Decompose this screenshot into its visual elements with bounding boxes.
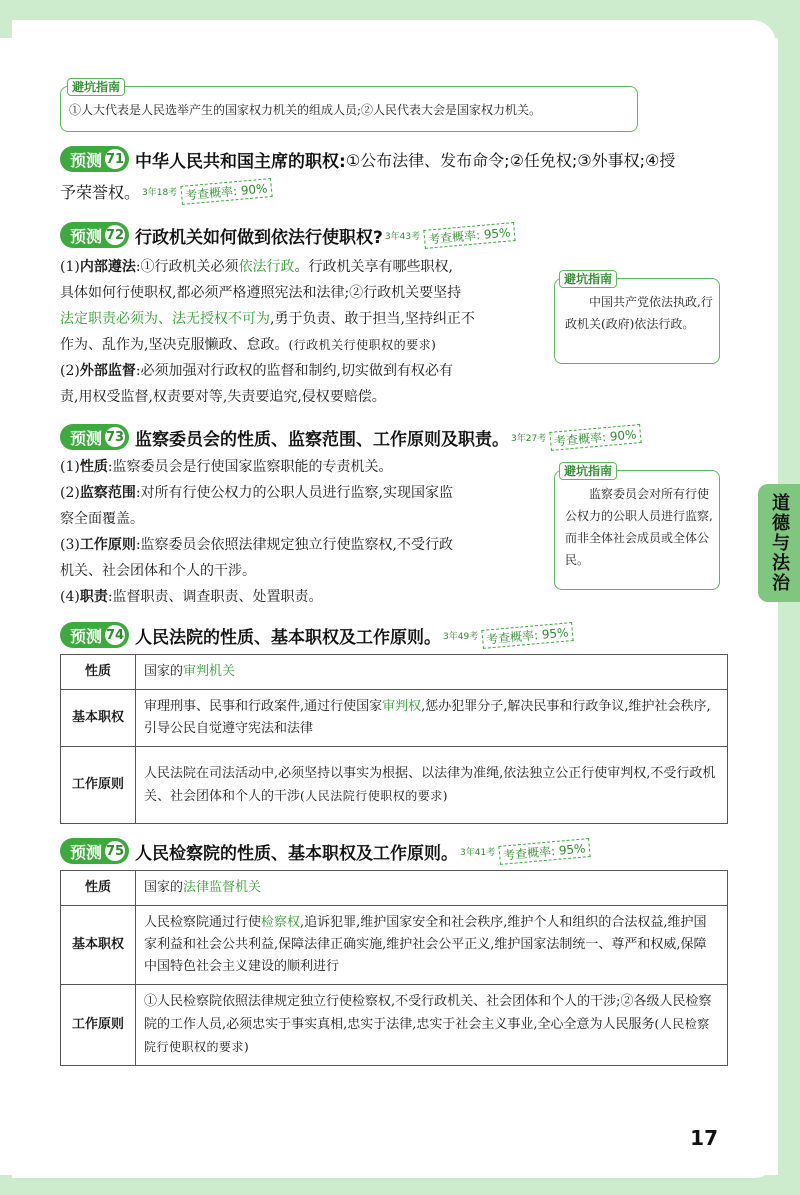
q71-badge: 预测 71: [60, 146, 129, 172]
table-row: [61, 871, 728, 906]
q72-heading: [60, 222, 515, 248]
q74-table: [60, 654, 728, 824]
q74-heading: [60, 622, 573, 648]
q72-badge: 预测 72: [60, 222, 129, 248]
page-number: 17: [690, 1126, 718, 1150]
q73-badge: 预测 73: [60, 424, 129, 450]
table-cell: 人民检察院通过行使检察权,追诉犯罪,维护国家安全和社会秩序,维护个人和组织的合法权益,维护国家利益和社会公共利益,保障法律正确实施,维护社会公平正义,维护国家法制统一、尊严和权威,保障中国特色社会主义建设的顺利进行: [136, 906, 728, 985]
q74-number: 74: [105, 625, 125, 645]
table-cell: 审理刑事、民事和行政案件,通过行使国家审判权,惩办犯罪分子,解决民事和行政争议,维护社会秩序,引导公民自觉遵守宪法和法律: [136, 690, 728, 747]
q74-title: 人民法院的性质、基本职权及工作原则。: [135, 627, 442, 648]
q74-probability: 考查概率: 95%: [482, 622, 574, 649]
q73-heading: [60, 424, 641, 450]
table-row-header: 工作原则: [61, 985, 136, 1066]
q71-years: 3年18考: [142, 188, 178, 198]
q75-badge: 预测 75: [60, 838, 129, 864]
q72-probability: 考查概率: 95%: [423, 222, 515, 249]
table-row: [61, 747, 728, 824]
table-cell: 国家的法律监督机关: [136, 871, 728, 906]
table-cell: 人民法院在司法活动中,必须坚持以事实为根据、以法律为准绳,依法独立公正行使审判权,不受行政机关、社会团体和个人的干涉(人民法院行使职权的要求): [136, 747, 728, 824]
subject-side-tab[interactable]: 道德与法治: [758, 484, 800, 602]
page-frame-bottom: [0, 1175, 800, 1195]
table-row: [61, 655, 728, 690]
table-row-header: 性质: [61, 871, 136, 906]
q71-line2: 予荣誉权。 3年18考 考查概率: 90%: [60, 180, 272, 203]
table-row: [61, 690, 728, 747]
q72-years: 3年43考: [384, 231, 421, 242]
q73-years: 3年27考: [511, 433, 547, 444]
q72-pitfall-text: 中国共产党依法执政,行政机关(政府)依法行政。: [565, 295, 713, 331]
table-row-header: 工作原则: [61, 747, 136, 824]
q72-pitfall-box: [554, 272, 720, 364]
q74-years: 3年49考: [443, 631, 479, 642]
pitfall-label: 避坑指南: [67, 78, 125, 96]
top-pitfall-text: ①人大代表是人民选举产生的国家权力机关的组成人员;②人民代表大会是国家权力机关。: [69, 103, 542, 117]
q71-tail: ①公布法律、发布命令;②任免权;③外事权;④授: [345, 150, 676, 170]
q75-number: 75: [105, 841, 125, 861]
table-cell: 国家的审判机关: [136, 655, 728, 690]
q75-title: 人民检察院的性质、基本职权及工作原则。: [135, 843, 459, 864]
q71-title: 中华人民共和国主席的职权:: [135, 151, 346, 172]
table-row-header: 基本职权: [61, 906, 136, 985]
table-cell: ①人民检察院依照法律规定独立行使检察权,不受行政机关、社会团体和个人的干涉;②各级人民检察院的工作人员,必须忠实于事实真相,忠实于法律,忠实于社会主义事业,全心全意为人民服务(人民检察院行使职权的要求): [136, 985, 728, 1066]
q73-probability: 考查概率: 90%: [550, 424, 642, 451]
q71-heading: [60, 146, 675, 172]
q72-title: 行政机关如何做到依法行使职权?: [135, 227, 383, 248]
q73-pitfall-box: [554, 464, 720, 590]
q73-body: (1)性质:监察委员会是行使国家监察职能的专责机关。 (2)监察范围:对所有行使公权力的公职人员进行监察,实现国家监 察全面覆盖。 (3)工作原则:监察委员会依照法律规定独立行使监察权,不受行政 机关、社会团体和个人的干涉。 (4)职责:监督职责、调查职责、处置职责。: [60, 459, 454, 605]
pitfall-label: 避坑指南: [559, 462, 617, 480]
q75-probability: 考查概率: 95%: [499, 838, 591, 865]
q71-probability: 考查概率: 90%: [181, 178, 273, 205]
q75-table: [60, 870, 728, 1066]
q73-pitfall-text: 监察委员会对所有行使公权力的公职人员进行监察,而非全体社会成员或全体公民。: [565, 487, 713, 567]
q72-number: 72: [105, 225, 125, 245]
table-row-header: 基本职权: [61, 690, 136, 747]
q75-heading: [60, 838, 590, 864]
q74-badge: 预测 74: [60, 622, 129, 648]
table-row-header: 性质: [61, 655, 136, 690]
q71-number: 71: [105, 149, 125, 169]
q72-body: (1)内部遵法:①行政机关必须依法行政。行政机关享有哪些职权, 具体如何行使职权,都必须严格遵照宪法和法律;②行政机关要坚持 法定职责必须为、法无授权不可为,勇于负责、敢于担当,坚持纠正不 作为、乱作为,坚决克服懒政、怠政。(行政机关行使职权的要求) (2)外部监督:必须加强对行政权的监督和制约,切实做到有权必有 责,用权受监督,权责要对等,失责要追究,侵权要赔偿。: [60, 259, 475, 405]
q75-years: 3年41考: [460, 847, 496, 858]
table-row: [61, 985, 728, 1066]
table-row: [61, 906, 728, 985]
pitfall-label: 避坑指南: [559, 270, 617, 288]
top-pitfall-box: [60, 80, 638, 132]
q73-title: 监察委员会的性质、监察范围、工作原则及职责。: [135, 429, 510, 450]
q73-number: 73: [105, 427, 125, 447]
